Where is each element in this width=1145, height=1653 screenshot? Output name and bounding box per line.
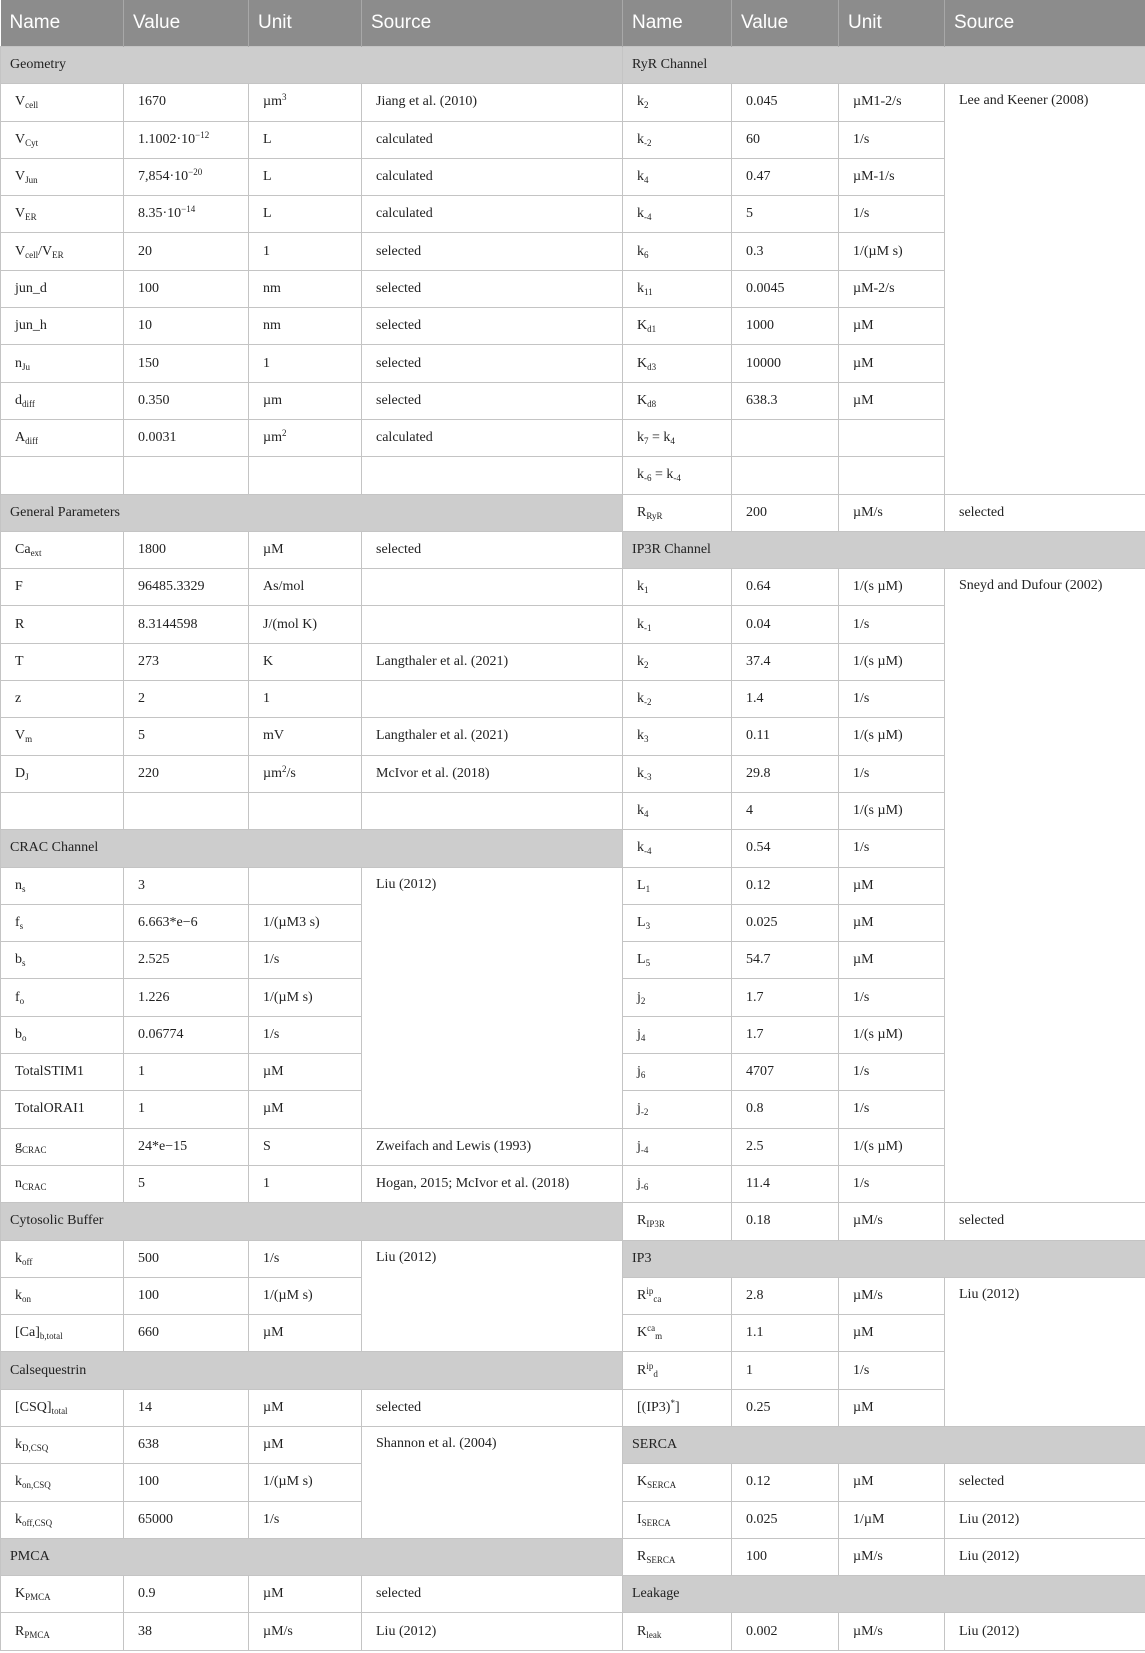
- section-heading: Cytosolic Buffer: [1, 1203, 623, 1240]
- table-cell: calculated: [362, 121, 623, 158]
- table-cell: 60: [732, 121, 839, 158]
- table-cell: µM1-2/s: [839, 84, 945, 121]
- table-cell: [124, 457, 249, 494]
- table-cell: µm$^2$/s: [249, 755, 362, 792]
- table-row: [1, 569, 1145, 606]
- table-cell: µM: [839, 1464, 945, 1501]
- table-cell: $K_{d8}$: [623, 382, 732, 419]
- table-cell: $f_o$: [1, 979, 124, 1016]
- table-cell: 0.0045: [732, 270, 839, 307]
- table-cell: L: [249, 196, 362, 233]
- table-cell: 4707: [732, 1054, 839, 1091]
- table-cell: $k_4$: [623, 792, 732, 829]
- table-cell: jun_h: [1, 308, 124, 345]
- table-cell: 100: [732, 1538, 839, 1575]
- table-cell: $k_2$: [623, 643, 732, 680]
- table-cell: $R_{SERCA}$: [623, 1538, 732, 1575]
- table-cell: 1800: [124, 531, 249, 568]
- table-cell: $k_{on}$: [1, 1277, 124, 1314]
- table-cell: TotalSTIM1: [1, 1054, 124, 1091]
- table-cell: $I_{SERCA}$: [623, 1501, 732, 1538]
- table-cell: $R_{PMCA}$: [1, 1613, 124, 1650]
- table-cell: 1/s: [249, 1501, 362, 1538]
- table-cell: µm$^2$: [249, 419, 362, 456]
- header-source-left: Source: [362, 0, 623, 47]
- table-cell: [1, 457, 124, 494]
- table-cell: McIvor et al. (2018): [362, 755, 623, 792]
- table-cell: 54.7: [732, 942, 839, 979]
- table-cell: µm$^3$: [249, 84, 362, 121]
- table-cell: µM: [839, 867, 945, 904]
- table-cell: K: [249, 643, 362, 680]
- table-cell: 1.226: [124, 979, 249, 1016]
- table-cell: 20: [124, 233, 249, 270]
- table-cell: calculated: [362, 196, 623, 233]
- table-cell: nm: [249, 308, 362, 345]
- table-cell: nm: [249, 270, 362, 307]
- table-cell: Hogan, 2015; McIvor et al. (2018): [362, 1165, 623, 1202]
- table-cell: µM: [839, 904, 945, 941]
- table-cell: [249, 457, 362, 494]
- table-cell: $j_{-6}$: [623, 1165, 732, 1202]
- table-cell: µM: [249, 1315, 362, 1352]
- table-cell: 14: [124, 1389, 249, 1426]
- table-cell: $[CSQ]_{total}$: [1, 1389, 124, 1426]
- table-row: [1, 1613, 1145, 1650]
- table-cell: $R_{RyR}$: [623, 494, 732, 531]
- table-cell: Jiang et al. (2010): [362, 84, 623, 121]
- table-cell: Liu (2012): [362, 867, 623, 1128]
- table-cell: 1/s: [839, 830, 945, 867]
- table-cell: $V_{Cyt}$: [1, 121, 124, 158]
- section-heading: Geometry: [1, 47, 623, 84]
- table-cell: µM: [839, 1389, 945, 1426]
- table-cell: 1/(µM s): [839, 233, 945, 270]
- table-row: [1, 494, 1145, 531]
- table-cell: 0.25: [732, 1389, 839, 1426]
- table-cell: Langthaler et al. (2021): [362, 643, 623, 680]
- table-cell: [249, 867, 362, 904]
- table-cell: 1.7: [732, 979, 839, 1016]
- table-cell: $k_1$: [623, 569, 732, 606]
- table-cell: T: [1, 643, 124, 680]
- table-row: [1, 1426, 1145, 1463]
- table-cell: selected: [945, 494, 1145, 531]
- table-row: [1, 1538, 1145, 1575]
- table-cell: 1000: [732, 308, 839, 345]
- table-cell: µM-2/s: [839, 270, 945, 307]
- table-cell: µM-1/s: [839, 158, 945, 195]
- table-cell: 1: [732, 1352, 839, 1389]
- table-cell: 1/s: [839, 606, 945, 643]
- table-cell: selected: [362, 233, 623, 270]
- table-cell: 0.11: [732, 718, 839, 755]
- table-cell: µM/s: [839, 1538, 945, 1575]
- table-cell: $j_{-2}$: [623, 1091, 732, 1128]
- table-cell: $f_s$: [1, 904, 124, 941]
- table-cell: $k_3$: [623, 718, 732, 755]
- table-cell: $k_6$: [623, 233, 732, 270]
- table-cell: 96485.3329: [124, 569, 249, 606]
- table-cell: 11.4: [732, 1165, 839, 1202]
- table-cell: 6.663*e−6: [124, 904, 249, 941]
- table-cell: µM: [839, 1315, 945, 1352]
- table-cell: 1/(s µM): [839, 1128, 945, 1165]
- table-cell: $j_2$: [623, 979, 732, 1016]
- table-cell: $D_J$: [1, 755, 124, 792]
- table-cell: $Ca_{ext}$: [1, 531, 124, 568]
- header-value-left: Value: [124, 0, 249, 47]
- table-cell: 0.64: [732, 569, 839, 606]
- table-cell: $L_1$: [623, 867, 732, 904]
- table-cell: 100: [124, 270, 249, 307]
- table-cell: $k_4$: [623, 158, 732, 195]
- table-cell: $R^{ip}_{ca}$: [623, 1277, 732, 1314]
- table-cell: 1: [249, 681, 362, 718]
- table-cell: 65000: [124, 1501, 249, 1538]
- table-cell: $V_{cell}$: [1, 84, 124, 121]
- section-heading: PMCA: [1, 1538, 623, 1575]
- table-cell: 1.4: [732, 681, 839, 718]
- table-cell: 37.4: [732, 643, 839, 680]
- table-cell: 1/s: [249, 1240, 362, 1277]
- table-cell: 1/s: [839, 1054, 945, 1091]
- table-cell: 29.8: [732, 755, 839, 792]
- table-cell: µM: [839, 345, 945, 382]
- table-cell: 38: [124, 1613, 249, 1650]
- table-cell: 24*e−15: [124, 1128, 249, 1165]
- table-cell: 0.025: [732, 1501, 839, 1538]
- table-cell: 4: [732, 792, 839, 829]
- table-cell: $R_{leak}$: [623, 1613, 732, 1650]
- table-cell: selected: [362, 345, 623, 382]
- table-cell: Lee and Keener (2008): [945, 84, 1145, 494]
- table-cell: $b_o$: [1, 1016, 124, 1053]
- table-row: [1, 1240, 1145, 1277]
- table-cell: selected: [945, 1464, 1145, 1501]
- section-heading: CRAC Channel: [1, 830, 623, 867]
- table-cell: 1670: [124, 84, 249, 121]
- table-cell: $[Ca]_{b,total}$: [1, 1315, 124, 1352]
- table-cell: 1/s: [839, 196, 945, 233]
- table-cell: $K_{SERCA}$: [623, 1464, 732, 1501]
- table-cell: $k_{-1}$: [623, 606, 732, 643]
- header-value-right: Value: [732, 0, 839, 47]
- table-cell: 2.8: [732, 1277, 839, 1314]
- table-cell: [249, 792, 362, 829]
- table-cell: [839, 457, 945, 494]
- table-row: [1, 47, 1145, 84]
- table-cell: 1/(s µM): [839, 792, 945, 829]
- table-cell: $d_{diff}$: [1, 382, 124, 419]
- table-cell: Liu (2012): [362, 1240, 623, 1352]
- table-cell: $K^{ca}_m$: [623, 1315, 732, 1352]
- table-cell: [(IP3)*]: [623, 1389, 732, 1426]
- table-cell: 638.3: [732, 382, 839, 419]
- table-cell: selected: [362, 382, 623, 419]
- table-cell: TotalORAI1: [1, 1091, 124, 1128]
- table-cell: 100: [124, 1464, 249, 1501]
- table-cell: $n_{CRAC}$: [1, 1165, 124, 1202]
- table-cell: 5: [124, 718, 249, 755]
- table-cell: 0.18: [732, 1203, 839, 1240]
- table-cell: 220: [124, 755, 249, 792]
- table-cell: $g_{CRAC}$: [1, 1128, 124, 1165]
- table-cell: $j_{-4}$: [623, 1128, 732, 1165]
- table-cell: 1/s: [839, 1352, 945, 1389]
- table-cell: [839, 419, 945, 456]
- header-name-left: Name: [1, 0, 124, 47]
- table-cell: 10000: [732, 345, 839, 382]
- table-cell: calculated: [362, 419, 623, 456]
- table-cell: $k_{11}$: [623, 270, 732, 307]
- table-cell: $V_m$: [1, 718, 124, 755]
- table-cell: µM: [249, 1054, 362, 1091]
- table-cell: $K_{d1}$: [623, 308, 732, 345]
- table-cell: [362, 569, 623, 606]
- table-cell: $j_4$: [623, 1016, 732, 1053]
- table-cell: Shannon et al. (2004): [362, 1426, 623, 1538]
- table-cell: $k_{on,CSQ}$: [1, 1464, 124, 1501]
- table-cell: 5: [732, 196, 839, 233]
- table-cell: [732, 419, 839, 456]
- table-cell: 500: [124, 1240, 249, 1277]
- table-cell: 660: [124, 1315, 249, 1352]
- table-cell: $V_{Jun}$: [1, 158, 124, 195]
- table-row: [1, 531, 1145, 568]
- table-cell: $j_6$: [623, 1054, 732, 1091]
- table-cell: $b_s$: [1, 942, 124, 979]
- table-cell: $k_{-6} = k_{-4}$: [623, 457, 732, 494]
- table-cell: µM: [249, 1091, 362, 1128]
- table-cell: 0.0031: [124, 419, 249, 456]
- table-cell: 273: [124, 643, 249, 680]
- table-cell: 1/(µM s): [249, 1277, 362, 1314]
- table-cell: $k_{off,CSQ}$: [1, 1501, 124, 1538]
- table-cell: R: [1, 606, 124, 643]
- table-cell: selected: [362, 1576, 623, 1613]
- table-cell: 8.3144598: [124, 606, 249, 643]
- table-cell: [1, 792, 124, 829]
- table-cell: 1/s: [839, 681, 945, 718]
- table-cell: 0.8: [732, 1091, 839, 1128]
- table-cell: $k_{-4}$: [623, 196, 732, 233]
- table-cell: calculated: [362, 158, 623, 195]
- table-cell: $L_3$: [623, 904, 732, 941]
- table-cell: selected: [362, 531, 623, 568]
- table-cell: Langthaler et al. (2021): [362, 718, 623, 755]
- table-cell: z: [1, 681, 124, 718]
- table-cell: µM: [249, 1426, 362, 1463]
- header-unit-right: Unit: [839, 0, 945, 47]
- table-cell: 2: [124, 681, 249, 718]
- table-cell: µM/s: [839, 1203, 945, 1240]
- table-cell: 1/(µM3 s): [249, 904, 362, 941]
- table-cell: 1: [124, 1054, 249, 1091]
- table-cell: 1: [249, 1165, 362, 1202]
- header-name-right: Name: [623, 0, 732, 47]
- table-cell: 1/s: [249, 1016, 362, 1053]
- table-body: [1, 47, 1145, 1651]
- section-heading: Calsequestrin: [1, 1352, 623, 1389]
- table-cell: $R_{IP3R}$: [623, 1203, 732, 1240]
- table-cell: $k_{-4}$: [623, 830, 732, 867]
- table-cell: L: [249, 158, 362, 195]
- table-cell: 1/(µM s): [249, 979, 362, 1016]
- table-cell: Liu (2012): [945, 1538, 1145, 1575]
- table-cell: 0.12: [732, 1464, 839, 1501]
- table-cell: jun_d: [1, 270, 124, 307]
- table-cell: 1/s: [249, 942, 362, 979]
- table-row: [1, 1203, 1145, 1240]
- table-cell: $k_{-2}$: [623, 121, 732, 158]
- header-unit-left: Unit: [249, 0, 362, 47]
- section-heading: RyR Channel: [623, 47, 1145, 84]
- table-cell: $k_{-2}$: [623, 681, 732, 718]
- table-cell: 0.350: [124, 382, 249, 419]
- table-cell: Liu (2012): [945, 1613, 1145, 1650]
- table-cell: selected: [362, 1389, 623, 1426]
- table-cell: 150: [124, 345, 249, 382]
- table-cell: $A_{diff}$: [1, 419, 124, 456]
- table-cell: $k_{D,CSQ}$: [1, 1426, 124, 1463]
- table-cell: 1/(µM s): [249, 1464, 362, 1501]
- table-cell: 1: [124, 1091, 249, 1128]
- table-cell: $8.35\cdot 10^{-14}$: [124, 196, 249, 233]
- table-cell: 1/s: [839, 121, 945, 158]
- table-row: [1, 1576, 1145, 1613]
- table-cell: µM/s: [249, 1613, 362, 1650]
- table-cell: selected: [362, 270, 623, 307]
- table-cell: 1/(s µM): [839, 1016, 945, 1053]
- header-source-right: Source: [945, 0, 1145, 47]
- table-cell: J/(mol K): [249, 606, 362, 643]
- table-cell: $k_7 = k_4$: [623, 419, 732, 456]
- table-row: [1, 84, 1145, 121]
- table-cell: 10: [124, 308, 249, 345]
- table-cell: [362, 792, 623, 829]
- table-cell: 3: [124, 867, 249, 904]
- table-cell: 0.06774: [124, 1016, 249, 1053]
- table-cell: $V_{ER}$: [1, 196, 124, 233]
- section-heading: SERCA: [623, 1426, 1145, 1463]
- table-cell: 0.47: [732, 158, 839, 195]
- table-cell: 1/s: [839, 1165, 945, 1202]
- table-cell: $K_{d3}$: [623, 345, 732, 382]
- table-cell: 0.04: [732, 606, 839, 643]
- section-heading: Leakage: [623, 1576, 1145, 1613]
- table-cell: [362, 606, 623, 643]
- table-cell: µM/s: [839, 494, 945, 531]
- table-cell: µM: [839, 308, 945, 345]
- table-cell: µM/s: [839, 1277, 945, 1314]
- table-cell: [362, 457, 623, 494]
- table-cell: 0.002: [732, 1613, 839, 1650]
- table-cell: mV: [249, 718, 362, 755]
- table-cell: 1.7: [732, 1016, 839, 1053]
- table-cell: 0.045: [732, 84, 839, 121]
- table-cell: As/mol: [249, 569, 362, 606]
- table-cell: $1.1002\cdot 10^{-12}$: [124, 121, 249, 158]
- table-cell: 1: [249, 233, 362, 270]
- table-cell: $k_2$: [623, 84, 732, 121]
- table-cell: L: [249, 121, 362, 158]
- table-cell: 638: [124, 1426, 249, 1463]
- table-cell: 0.9: [124, 1576, 249, 1613]
- section-heading: IP3R Channel: [623, 531, 1145, 568]
- table-cell: selected: [362, 308, 623, 345]
- table-cell: 1/µM: [839, 1501, 945, 1538]
- table-cell: $R^{ip}_d$: [623, 1352, 732, 1389]
- table-cell: µM/s: [839, 1613, 945, 1650]
- section-heading: IP3: [623, 1240, 1145, 1277]
- table-cell: 1: [249, 345, 362, 382]
- table-cell: $K_{PMCA}$: [1, 1576, 124, 1613]
- table-cell: $7,854\cdot 10^{-20}$: [124, 158, 249, 195]
- table-cell: µM: [839, 942, 945, 979]
- table-cell: µM: [249, 1576, 362, 1613]
- table-cell: Liu (2012): [945, 1501, 1145, 1538]
- table-cell: Liu (2012): [945, 1277, 1145, 1426]
- table-cell: 5: [124, 1165, 249, 1202]
- table-cell: 0.54: [732, 830, 839, 867]
- table-cell: Sneyd and Dufour (2002): [945, 569, 1145, 1203]
- table-cell: 0.3: [732, 233, 839, 270]
- table-cell: 1/(s µM): [839, 718, 945, 755]
- table-cell: µM: [249, 1389, 362, 1426]
- table-cell: 0.12: [732, 867, 839, 904]
- table-cell: 1/s: [839, 755, 945, 792]
- table-cell: 2.525: [124, 942, 249, 979]
- table-cell: S: [249, 1128, 362, 1165]
- table-cell: 1/(s µM): [839, 569, 945, 606]
- table-cell: 1.1: [732, 1315, 839, 1352]
- table-header-row: [1, 0, 1145, 47]
- table-cell: 1/(s µM): [839, 643, 945, 680]
- table-cell: [124, 792, 249, 829]
- table-cell: Zweifach and Lewis (1993): [362, 1128, 623, 1165]
- table-cell: 100: [124, 1277, 249, 1314]
- table-cell: 1/s: [839, 1091, 945, 1128]
- table-cell: 200: [732, 494, 839, 531]
- table-cell: $n_s$: [1, 867, 124, 904]
- table-cell: 1/s: [839, 979, 945, 1016]
- table-cell: [732, 457, 839, 494]
- table-cell: [362, 681, 623, 718]
- section-heading: General Parameters: [1, 494, 623, 531]
- table-cell: $V_{cell}/V_{ER}$: [1, 233, 124, 270]
- table-cell: µM: [249, 531, 362, 568]
- table-cell: 2.5: [732, 1128, 839, 1165]
- table-cell: selected: [945, 1203, 1145, 1240]
- table-cell: F: [1, 569, 124, 606]
- table-cell: µm: [249, 382, 362, 419]
- table-cell: $k_{off}$: [1, 1240, 124, 1277]
- table-cell: $L_5$: [623, 942, 732, 979]
- table-cell: $k_{-3}$: [623, 755, 732, 792]
- table-cell: $n_{Ju}$: [1, 345, 124, 382]
- table-cell: µM: [839, 382, 945, 419]
- table-cell: 0.025: [732, 904, 839, 941]
- table-cell: Liu (2012): [362, 1613, 623, 1650]
